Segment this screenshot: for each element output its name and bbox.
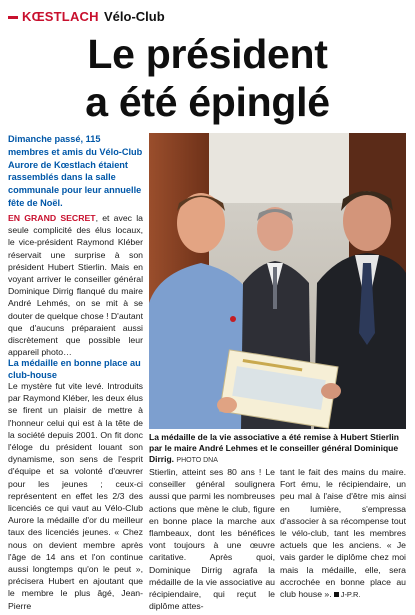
photo-caption (149, 432, 406, 466)
body-paragraph-2: Le mystère fut vite levé. Introduits par Raymond Kléber, les deux élus se firent un plaisir de mettre à l'honneur celui qui est à la tête de la société depuis 2001. On fit donc l'éloge du président louant son dynamisme, son sens de l'esprit d'équipe et sa volonté d'œuvrer pour les jeunes ; ceux-ci représentent en effet les 2/3 des licenciés ce qui vaut au Vélo-Club Aurore la médaille d'or du meilleur taux des licenciés jeunes. « Chez nous on devient membre après l'âge de 14 ans et l'on continue aussi longtemps qu'on le peut », précisera Hubert en ajoutant que le membre le plus âgé, Jean-Pierre (8, 381, 143, 611)
photo-credit: PHOTO DNA (176, 457, 218, 464)
lead-paragraph: Dimanche passé, 115 membres et amis du Vélo-Club Aurore de Kœstlach étaient rassemblés dans la salle communale pour leur annuelle fête de Noël. (8, 134, 143, 208)
article-header (8, 7, 408, 27)
article-photo (149, 133, 406, 429)
body-paragraph-1 (8, 212, 143, 358)
author-signature: J-P.R. (340, 590, 361, 600)
kicker-section: Vélo-Club (104, 9, 165, 24)
photo-illustration (149, 133, 406, 429)
kicker-rule (8, 16, 18, 19)
caption-text: La médaille de la vie associative a été remise à Hubert Stierlin par le maire André Lehmes et le conseiller général Dominique Dirrig. (149, 432, 399, 464)
end-of-article-mark (334, 592, 339, 597)
body-paragraph-3: Stierlin, atteint ses 80 ans ! Le conseiller général soulignera aussi que parmi les nombreuses actions que mène le club, figure en bonne place la marche aux flambeaux, dont les bénéfices vont toujours à une œuvre caritative. Après quoi, Dominique Dirrig agrafa la médaille de la vie associative au récipiendaire, qui reçut le diplôme attes- (149, 467, 275, 612)
body-paragraph-1-text: , et avec la seule complicité des élus locaux, le vice-président Raymond Kléber réservait une surprise à son président Hubert Stierlin. Mais en voyant arriver le conseiller général Dominique Dirrig flanqué du maire André Lehmés, on se mit à se douter de quelque chose ! D'autant que d'aucuns préparaient aussi discrètement que possible leur appareil photo… (8, 213, 143, 358)
subheading: La médaille en bonne place au club-house (8, 358, 141, 380)
body-paragraph-4 (280, 466, 406, 601)
headline-line-2: a été épinglé (85, 79, 330, 125)
kicker-locality: KŒSTLACH (22, 9, 99, 24)
runin-text: EN GRAND SECRET (8, 213, 96, 223)
body-paragraph-4-text: tant le fait des mains du maire. Fort ému, le récipiendaire, un peu mal à l'aise d'être mis ainsi en lumière, s'empressa d'associer à sa récompense tout le vélo-club, tant les membres actuels que les anciens. « Je vais garder le diplôme chez moi mais la médaille, elle, sera accrochée en bonne place au club house ». (280, 467, 406, 600)
headline-line-1: Le président (87, 31, 328, 77)
